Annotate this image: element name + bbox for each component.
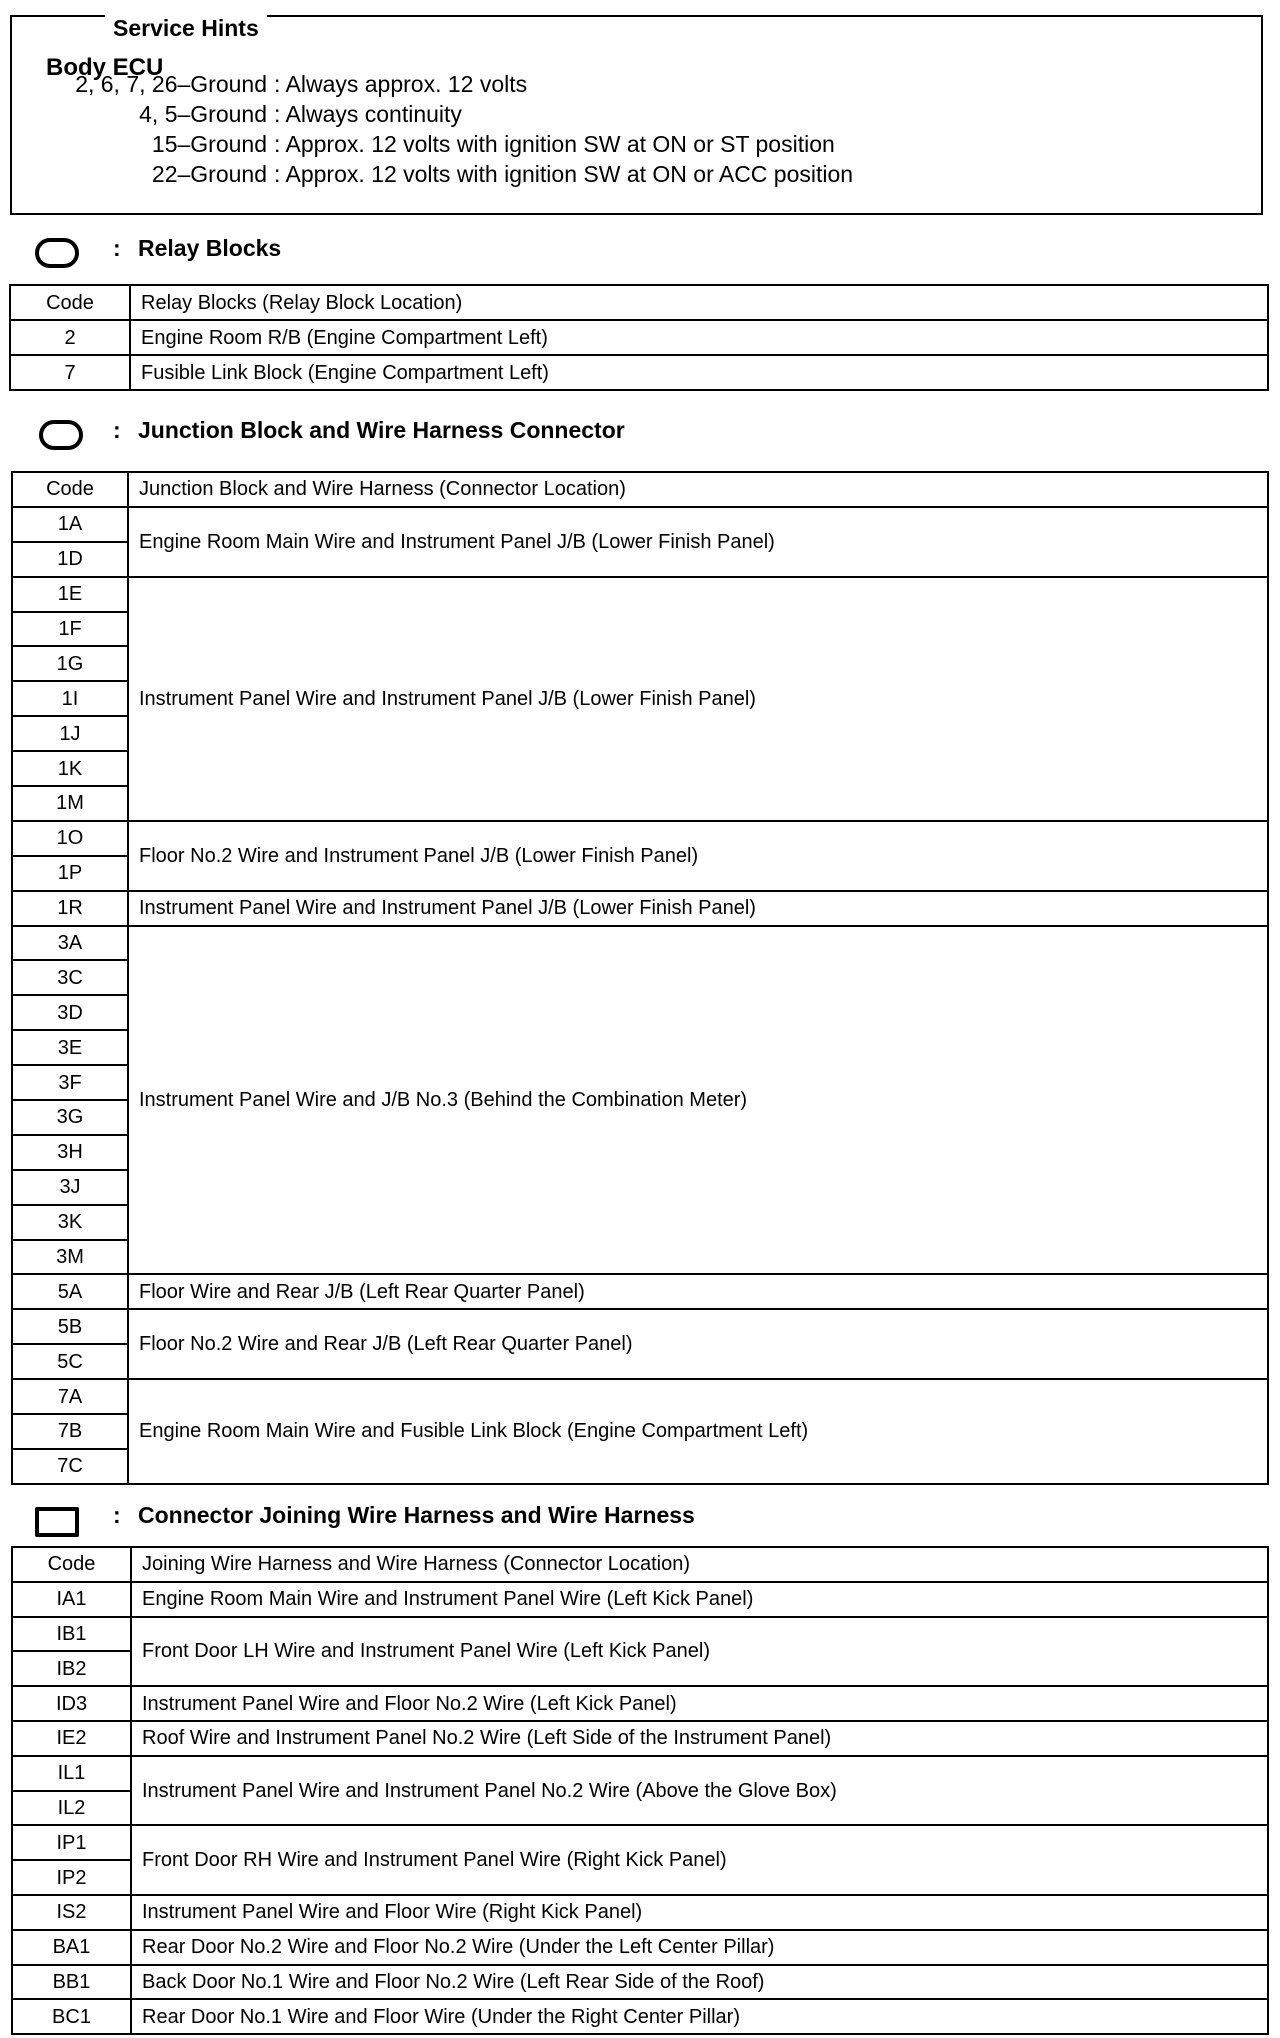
body-ecu-heading: Body ECU [46, 54, 164, 81]
connector-location: Engine Room Main Wire and Instrument Panel J/B (Lower Finish Panel) [128, 507, 1268, 577]
table-row [12, 891, 1268, 926]
connector-code: 3D [12, 995, 128, 1030]
connector-code: 2 [10, 320, 130, 355]
service-hints-box [10, 15, 1263, 215]
connector-code: 3A [12, 926, 128, 961]
connector-code: 1D [12, 542, 128, 577]
connector-code: 3C [12, 960, 128, 995]
connector-code: 1R [12, 891, 128, 926]
column-header-location: Relay Blocks (Relay Block Location) [130, 285, 1268, 320]
connector-code: 1G [12, 646, 128, 681]
connector-code: IS2 [12, 1895, 131, 1930]
connector-code: 3K [12, 1205, 128, 1240]
junction-block-header [0, 415, 1280, 455]
connector-code: 3E [12, 1030, 128, 1065]
connector-code: 1E [12, 577, 128, 612]
connector-joining-header [0, 1500, 1280, 1540]
table-row [12, 1617, 1268, 1652]
connector-code: IB1 [12, 1617, 131, 1652]
service-hints-title: Service Hints [105, 15, 267, 41]
table-row [12, 1756, 1268, 1791]
oval-icon [35, 238, 79, 268]
connector-code: BB1 [12, 1965, 131, 2000]
table-row [10, 355, 1268, 390]
table-row [12, 577, 1268, 612]
connector-code: 5A [12, 1274, 128, 1309]
connector-code: 7 [10, 355, 130, 390]
header-colon: : [113, 1502, 121, 1528]
connector-code: IB2 [12, 1651, 131, 1686]
table-row [12, 1274, 1268, 1309]
table-row [12, 1309, 1268, 1344]
connector-location: Instrument Panel Wire and J/B No.3 (Behind the Combination Meter) [128, 926, 1268, 1275]
table-row [12, 1965, 1268, 2000]
connector-location: Roof Wire and Instrument Panel No.2 Wire (Left Side of the Instrument Panel) [131, 1721, 1268, 1756]
header-colon: : [113, 235, 121, 261]
table-header-row [10, 285, 1268, 320]
connector-location: Engine Room R/B (Engine Compartment Left) [130, 320, 1268, 355]
connector-code: BC1 [12, 1999, 131, 2034]
header-colon: : [113, 417, 121, 443]
table-row [12, 1895, 1268, 1930]
connector-location: Instrument Panel Wire and Floor Wire (Right Kick Panel) [131, 1895, 1268, 1930]
connector-code: 1I [12, 681, 128, 716]
oval-icon [39, 420, 83, 450]
rectangle-icon [35, 1507, 79, 1537]
junction-block-table [11, 471, 1269, 1485]
connector-location: Back Door No.1 Wire and Floor No.2 Wire (Left Rear Side of the Roof) [131, 1965, 1268, 2000]
connector-location: Engine Room Main Wire and Fusible Link Block (Engine Compartment Left) [128, 1379, 1268, 1484]
connector-code: 3H [12, 1135, 128, 1170]
relay-blocks-table [9, 284, 1269, 391]
table-row [12, 1999, 1268, 2034]
connector-code: 7B [12, 1414, 128, 1449]
connector-location: Floor No.2 Wire and Instrument Panel J/B (Lower Finish Panel) [128, 821, 1268, 891]
connector-code: 3F [12, 1065, 128, 1100]
connector-code: IP1 [12, 1825, 131, 1860]
connector-location: Instrument Panel Wire and Instrument Panel J/B (Lower Finish Panel) [128, 891, 1268, 926]
connector-code: 1A [12, 507, 128, 542]
connector-code: 3G [12, 1100, 128, 1135]
junction-block-title: Junction Block and Wire Harness Connector [138, 417, 625, 443]
connector-location: Instrument Panel Wire and Instrument Panel J/B (Lower Finish Panel) [128, 577, 1268, 821]
connector-code: BA1 [12, 1930, 131, 1965]
connector-code: ID3 [12, 1686, 131, 1721]
table-row [12, 926, 1268, 961]
connector-code: 3J [12, 1170, 128, 1205]
table-header-row [12, 472, 1268, 507]
relay-blocks-header [0, 233, 1280, 273]
connector-code: IE2 [12, 1721, 131, 1756]
connector-location: Engine Room Main Wire and Instrument Panel Wire (Left Kick Panel) [131, 1582, 1268, 1617]
hint-pins: 4, 5–Ground [139, 101, 267, 127]
connector-location: Floor Wire and Rear J/B (Left Rear Quarter Panel) [128, 1274, 1268, 1309]
connector-location: Front Door LH Wire and Instrument Panel Wire (Left Kick Panel) [131, 1617, 1268, 1687]
connector-joining-table [11, 1546, 1269, 2035]
hint-desc: : Approx. 12 volts with ignition SW at ON or ACC position [274, 161, 854, 187]
hint-pins: 2, 6, 7, 26–Ground [75, 71, 267, 97]
table-row [12, 821, 1268, 856]
connector-location: Fusible Link Block (Engine Compartment Left) [130, 355, 1268, 390]
table-row [12, 507, 1268, 542]
column-header-location: Junction Block and Wire Harness (Connector Location) [128, 472, 1268, 507]
hint-desc: : Always approx. 12 volts [274, 71, 528, 97]
connector-code: 1J [12, 716, 128, 751]
connector-code: 1P [12, 856, 128, 891]
column-header-location: Joining Wire Harness and Wire Harness (Connector Location) [131, 1547, 1268, 1582]
connector-code: 1F [12, 612, 128, 647]
column-header-code: Code [10, 285, 130, 320]
connector-code: IL2 [12, 1791, 131, 1826]
table-row [12, 1686, 1268, 1721]
connector-location: Instrument Panel Wire and Instrument Panel No.2 Wire (Above the Glove Box) [131, 1756, 1268, 1826]
connector-code: IA1 [12, 1582, 131, 1617]
connector-location: Rear Door No.2 Wire and Floor No.2 Wire (Under the Left Center Pillar) [131, 1930, 1268, 1965]
hint-desc: : Always continuity [274, 101, 462, 127]
connector-code: 5C [12, 1344, 128, 1379]
connector-code: 1K [12, 751, 128, 786]
table-row [12, 1721, 1268, 1756]
table-row [12, 1582, 1268, 1617]
column-header-code: Code [12, 1547, 131, 1582]
relay-blocks-title: Relay Blocks [138, 235, 282, 261]
table-header-row [12, 1547, 1268, 1582]
table-row [12, 1379, 1268, 1414]
connector-location: Front Door RH Wire and Instrument Panel Wire (Right Kick Panel) [131, 1825, 1268, 1895]
connector-location: Floor No.2 Wire and Rear J/B (Left Rear Quarter Panel) [128, 1309, 1268, 1379]
connector-code: 7C [12, 1449, 128, 1484]
connector-code: IP2 [12, 1860, 131, 1895]
connector-code: 5B [12, 1309, 128, 1344]
connector-code: IL1 [12, 1756, 131, 1791]
hint-pins: 15–Ground [151, 131, 267, 157]
connector-code: 7A [12, 1379, 128, 1414]
hint-pins: 22–Ground [151, 161, 267, 187]
connector-location: Instrument Panel Wire and Floor No.2 Wire (Left Kick Panel) [131, 1686, 1268, 1721]
hint-desc: : Approx. 12 volts with ignition SW at ON or ST position [274, 131, 835, 157]
connector-code: 3M [12, 1240, 128, 1275]
table-row [12, 1825, 1268, 1860]
column-header-code: Code [12, 472, 128, 507]
table-row [10, 320, 1268, 355]
connector-code: 1O [12, 821, 128, 856]
connector-code: 1M [12, 786, 128, 821]
connector-location: Rear Door No.1 Wire and Floor Wire (Under the Right Center Pillar) [131, 1999, 1268, 2034]
table-row [12, 1930, 1268, 1965]
connector-joining-title: Connector Joining Wire Harness and Wire Harness [138, 1502, 695, 1528]
